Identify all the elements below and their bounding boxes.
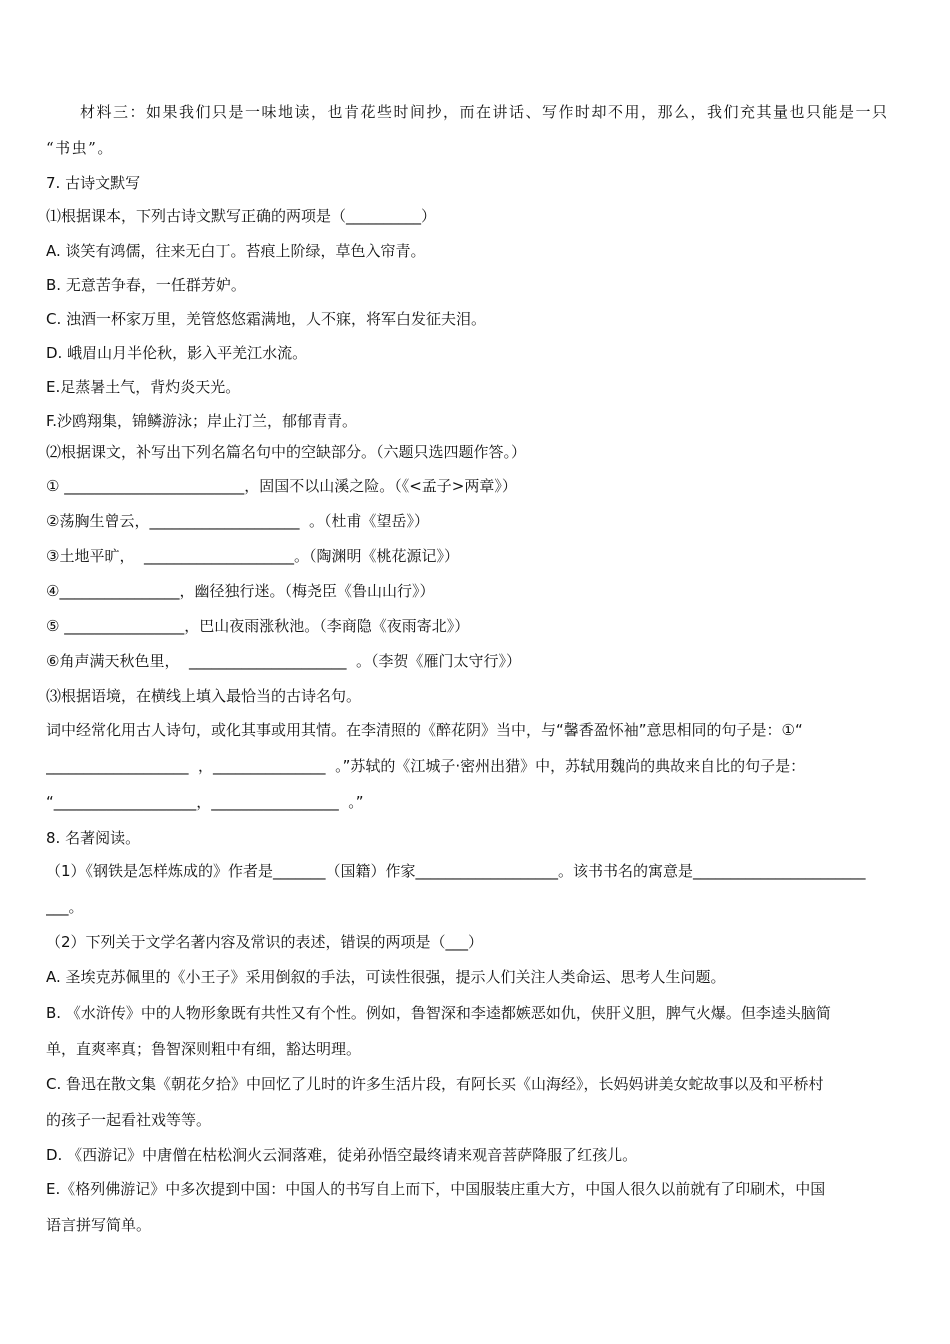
q8-part2-prompt: （2）下列关于文学名著内容及常识的表述，错误的两项是（___） <box>46 933 484 951</box>
q7-option-b: B. 无意苦争春，一任群芳妒。 <box>46 276 246 294</box>
q8-option-e-line2: 语言拼写简单。 <box>46 1216 152 1234</box>
q7-part3-line1: 词中经常化用古人诗句，或化其事或用其情。在李清照的《醉花阴》当中，与“馨香盈怀袖”意思相同的句子是：①“ <box>46 721 803 739</box>
q7-fill-4: ④________________，幽径独行迷。（梅尧臣《鲁山山行》） <box>46 582 435 600</box>
q8-option-c-line2: 的孩子一起看社戏等等。 <box>46 1111 212 1129</box>
q7-part3-line3: “___________________，_________________ 。” <box>46 793 364 811</box>
q8-option-d: D. 《西游记》中唐僧在枯松涧火云洞落难，徒弟孙悟空最终请来观音菩萨降服了红孩儿。 <box>46 1146 638 1164</box>
q7-option-d: D. 峨眉山月半伦秋，影入平羌江水流。 <box>46 344 308 362</box>
q7-fill-5: ⑤ ________________，巴山夜雨涨秋池。（李商隐《夜雨寄北》） <box>46 617 470 635</box>
material3-line1: 材料三：如果我们只是一味地读，也肯花些时间抄，而在讲话、写作时却不用，那么，我们充其量也只能是一只 <box>80 103 889 121</box>
q7-part3-prompt: ⑶根据语境，在横线上填入最恰当的古诗名句。 <box>46 687 362 705</box>
q8-option-e-line1: E.《格列佛游记》中多次提到中国：中国人的书写自上而下，中国服装庄重大方，中国人很久以前就有了印刷术，中国 <box>46 1180 826 1198</box>
q7-option-e: E.足蒸暑土气，背灼炎天光。 <box>46 378 241 396</box>
q7-option-c: C. 浊酒一杯家万里，羌管悠悠霜满地，人不寐，将军白发征夫泪。 <box>46 310 487 328</box>
q7-fill-3: ③土地平旷， ____________________。（陶渊明《桃花源记》） <box>46 547 459 565</box>
material3-line2: “书虫”。 <box>46 139 114 157</box>
q8-option-b-line1: B. 《水浒传》中的人物形象既有共性又有个性。例如，鲁智深和李逵都嫉恶如仇，侠肝义胆，脾气火爆。但李逵头脑简 <box>46 1004 831 1022</box>
q7-fill-1: ① ________________________，固国不以山溪之险。（《<孟子>两章》） <box>46 477 517 495</box>
q7-fill-2: ②荡胸生曾云，____________________ 。（杜甫《望岳》） <box>46 512 429 530</box>
q8-title: 8. 名著阅读。 <box>46 829 141 847</box>
q7-part2-prompt: ⑵根据课文，补写出下列名篇名句中的空缺部分。（六题只选四题作答。） <box>46 443 527 461</box>
q7-fill-6: ⑥角声满天秋色里， _____________________ 。（李贺《雁门太守行》） <box>46 652 522 670</box>
q7-title: 7. 古诗文默写 <box>46 174 141 192</box>
q7-option-a: A. 谈笑有鸿儒，往来无白丁。苔痕上阶绿，草色入帘青。 <box>46 242 426 260</box>
q7-option-f: F.沙鸥翔集，锦鳞游泳；岸止汀兰，郁郁青青。 <box>46 412 357 430</box>
q8-option-c-line1: C. 鲁迅在散文集《朝花夕拾》中回忆了儿时的许多生活片段，有阿长买《山海经》，长妈妈讲美女蛇故事以及和平桥村 <box>46 1075 824 1093</box>
q8-part1-line1: （1）《钢铁是怎样炼成的》作者是_______（国籍）作家___________________。该书书名的寓意是_______________________ <box>46 862 866 880</box>
q7-part3-line2: ___________________ ，_______________ 。”苏轼的《江城子·密州出猎》中，苏轼用魏尚的典故来自比的句子是： <box>46 757 806 775</box>
q8-option-a: A. 圣埃克苏佩里的《小王子》采用倒叙的手法，可读性很强，提示人们关注人类命运、思考人生问题。 <box>46 968 726 986</box>
q8-part1-line2: ___。 <box>46 898 84 916</box>
q7-part1-prompt: ⑴根据课本，下列古诗文默写正确的两项是（__________） <box>46 207 437 225</box>
q8-option-b-line2: 单，直爽率真；鲁智深则粗中有细，豁达明理。 <box>46 1040 362 1058</box>
